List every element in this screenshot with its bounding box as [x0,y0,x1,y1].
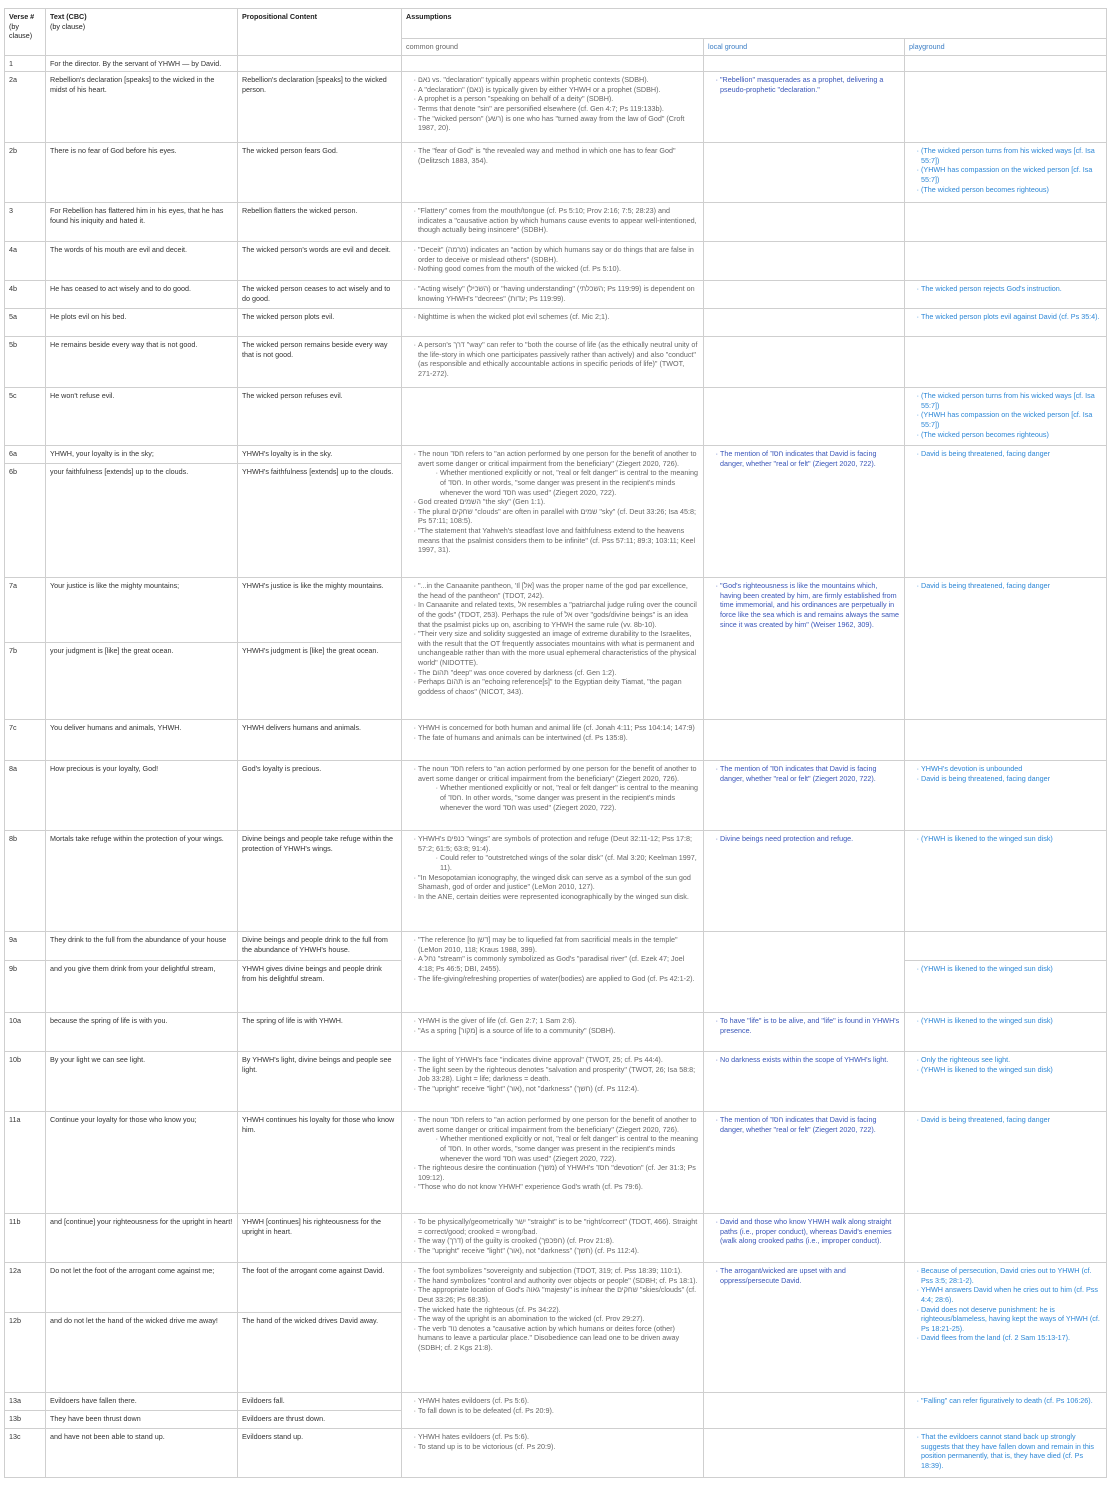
table-row [5,143,1107,203]
list-item: · "Flattery" comes from the mouth/tongue (cf. Ps 5:10; Prov 2:16; 7:5; 28:23) and indicates a "causative action by which humans cause events to appear well-intentioned, though actually being insincere" (SDBH). [418,206,699,235]
list-item: · (YHWH is likened to the winged sun disk) [921,1065,1102,1075]
list-item: · (The wicked person becomes righteous) [921,185,1102,195]
list-item: · The noun חסד refers to "an action performed by one person for the benefit of another to avert some danger or critical impairment from the beneficiary" (Ziegert 2020, 726). [418,449,699,468]
verse-number: 8b [5,831,46,932]
local-ground-cell [704,1393,905,1429]
propositional-content: The wicked person fears God. [238,143,402,203]
table-row [5,1393,1107,1411]
propositional-content: Evildoers fall. [238,1393,402,1411]
common-ground-cell [402,1393,704,1429]
local-ground-cell [704,720,905,761]
verse-text: and [continue] your righteousness for the upright in heart! [46,1214,238,1263]
propositional-content: YHWH [continues] his righteousness for the upright in heart. [238,1214,402,1263]
table-row [5,281,1107,309]
common-ground-cell [402,309,704,337]
list-item: · The appropriate location of God's גאוה "majesty" is in/near the שחקים "skies/clouds" (cf. Deut 33:26; Ps 68:35). [418,1285,699,1304]
verse-number: 3 [5,203,46,242]
playground-cell [905,281,1107,309]
propositional-content: The spring of life is with YHWH. [238,1013,402,1052]
verse-number: 4b [5,281,46,309]
list-item: · The wicked person plots evil against David (cf. Ps 35:4). [921,312,1102,322]
propositional-content: God's loyalty is precious. [238,761,402,831]
verse-text: They drink to the full from the abundance of your house [46,932,238,961]
verse-number: 5a [5,309,46,337]
playground-cell [905,242,1107,281]
local-ground-cell [704,309,905,337]
list-item: · YHWH answers David when he cries out to him (cf. Pss 4:4; 28:6). [921,1285,1102,1304]
propositional-content: The wicked person ceases to act wisely and to do good. [238,281,402,309]
list-item: · The mention of חסד indicates that David is facing danger, whether "real or felt" (Ziegert 2020, 722). [720,449,900,468]
list-item: · David is being threatened, facing danger [921,449,1102,459]
list-item: · (The wicked person turns from his wicked ways [cf. Isa 55:7]) [921,391,1102,410]
list-item: · Nothing good comes from the mouth of the wicked (cf. Ps 5:10). [418,264,699,274]
list-item: · "Those who do not know YHWH" experience God's wrath (cf. Ps 79:6). [418,1182,699,1192]
propositional-content: The foot of the arrogant come against David. [238,1263,402,1313]
common-ground-cell [402,1013,704,1052]
list-item: · David is being threatened, facing danger [921,1115,1102,1125]
playground-cell [905,143,1107,203]
table-row [5,55,1107,72]
local-ground-cell [704,337,905,388]
verse-number: 7a [5,578,46,643]
header-propositional: Propositional Content [238,9,402,56]
list-item: · Whether mentioned explicitly or not, "real or felt danger" is central to the meaning of חסד. In other words, "some danger was present in the recipient's minds whenever the word חסד was used" (Ziegert 2020, 722). [440,783,699,812]
verse-text: He plots evil on his bed. [46,309,238,337]
verse-text: your judgment is [like] the great ocean. [46,643,238,720]
verse-text: He remains beside every way that is not good. [46,337,238,388]
list-item: · "Rebellion" masquerades as a prophet, delivering a pseudo-prophetic "declaration." [720,75,900,94]
list-item: · The arrogant/wicked are upset with and oppress/persecute David. [720,1266,900,1285]
table-row [5,1013,1107,1052]
list-item: · The "upright" receive "light" (אור), not "darkness" (חשך) (cf. Ps 112:4). [418,1246,699,1256]
local-ground-cell [704,1112,905,1214]
playground-cell [905,1214,1107,1263]
list-item: · Perhaps תהום is an "echoing reference[s]" to the Egyptian deity Tiamat, "the pagan goddess of chaos" (NICOT, 343). [418,677,699,696]
verse-text: He has ceased to act wisely and to do good. [46,281,238,309]
local-ground-cell [704,578,905,720]
list-item: · "The statement that Yahweh's steadfast love and faithfulness extend to the heavens means that the psalmist considers them to be infinite" (cf. Pss 57:11; 89:3; 103:11; Keel 1997, 31). [418,526,699,555]
list-item: · "God's righteousness is like the mountains which, having been created by him, are firmly established from time immemorial, and his ordinances are perpetually in force like the sea which is and remains always the same since it was created by him" (Weiser 1962, 309). [720,581,900,629]
list-item: · A prophet is a person "speaking on behalf of a deity" (SDBH). [418,94,699,104]
local-ground-cell [704,1214,905,1263]
common-ground-cell [402,578,704,720]
list-item: · The mention of חסד indicates that David is facing danger, whether "real or felt" (Ziegert 2020, 722). [720,1115,900,1134]
list-item: · David and those who know YHWH walk along straight paths (i.e., proper conduct), whereas David's enemies (walk along crooked paths (i.e., improper conduct). [720,1217,900,1246]
verse-text: Mortals take refuge within the protection of your wings. [46,831,238,932]
playground-cell [905,337,1107,388]
table-row [5,1263,1107,1313]
playground-cell [905,578,1107,720]
list-item: · Divine beings need protection and refuge. [720,834,900,844]
list-item: · In the ANE, certain deities were represented iconographically by the winged sun disk. [418,892,699,902]
verse-text: Your justice is like the mighty mountains; [46,578,238,643]
verse-number: 7c [5,720,46,761]
table-row [5,578,1107,643]
playground-cell [905,932,1107,961]
propositional-content: The wicked person's words are evil and deceit. [238,242,402,281]
list-item: · The way (דרך) of the guilty is crooked (חפכפך) (cf. Prov 21:8). [418,1236,699,1246]
list-item: · Because of persecution, David cries out to YHWH (cf. Pss 3:5; 28:1-2). [921,1266,1102,1285]
verse-text: By your light we can see light. [46,1052,238,1112]
list-item: · The "fear of God" is "the revealed way and method in which one has to fear God" (Delitzsch 1883, 354). [418,146,699,165]
list-item: · Nighttime is when the wicked plot evil schemes (cf. Mic 2;1). [418,312,699,322]
propositional-content: YHWH gives divine beings and people drink from his delightful stream. [238,961,402,1013]
verse-text: because the spring of life is with you. [46,1013,238,1052]
playground-cell [905,309,1107,337]
playground-cell [905,446,1107,578]
local-ground-cell [704,55,905,72]
verse-number: 13a [5,1393,46,1411]
list-item: · To stand up is to be victorious (cf. Ps 20:9). [418,1442,699,1452]
propositional-content: YHWH's loyalty is in the sky. [238,446,402,464]
local-ground-cell [704,242,905,281]
list-item: · David flees from the land (cf. 2 Sam 15:13-17). [921,1333,1102,1343]
verse-number: 6a [5,446,46,464]
table-row [5,831,1107,932]
header-playground: playground [905,39,1107,56]
list-item: · (YHWH is likened to the winged sun disk) [921,834,1102,844]
verse-text: Continue your loyalty for those who know you; [46,1112,238,1214]
list-item: · "Falling" can refer figuratively to death (cf. Ps 106:26). [921,1396,1102,1406]
list-item: · "As a spring [מקור] is a source of life to a community" (SDBH). [418,1026,699,1036]
playground-cell [905,720,1107,761]
list-item: · The way of the upright is an abomination to the wicked (cf. Prov 29:27). [418,1314,699,1324]
propositional-content [238,55,402,72]
local-ground-cell [704,281,905,309]
verse-number: 11b [5,1214,46,1263]
list-item: · To be physically/geometrically ישר "straight" is to be "right/correct" (TDOT, 466). Straight = correct/good; crooked = wrong/bad. [418,1217,699,1236]
verse-text: and you give them drink from your delightful stream, [46,961,238,1013]
table-row [5,1112,1107,1214]
common-ground-cell [402,242,704,281]
playground-cell [905,72,1107,143]
list-item: · "...in the Canaanite pantheon, 'Il [אל] was the proper name of the god par excellence, the head of the pantheon" (TDOT, 242). [418,581,699,600]
propositional-content: YHWH's faithfulness [extends] up to the clouds. [238,464,402,578]
list-item: · The verb נוד denotes a "causative action by which humans or deites force (other) humans to leave a particular place." Disobedience can lead one to be driven away (SDBH; cf. 2 Kgs 21:8). [418,1324,699,1353]
verse-text: There is no fear of God before his eyes. [46,143,238,203]
table-row [5,388,1107,446]
local-ground-cell [704,143,905,203]
local-ground-cell [704,1052,905,1112]
header-local-ground: local ground [704,39,905,56]
list-item: · The noun חסד refers to "an action performed by one person for the benefit of another to avert some danger or critical impairment from the beneficiary" (Ziegert 2020, 726). [418,764,699,783]
list-item: · The "upright" receive "light" (אור), not "darkness" (חשך) (cf. Ps 112:4). [418,1084,699,1094]
playground-cell [905,1393,1107,1429]
verse-number: 11a [5,1112,46,1214]
verse-number: 9a [5,932,46,961]
verse-number: 9b [5,961,46,1013]
list-item: · David does not deserve punishment: he is righteous/blameless, having kept the ways of YHWH (cf. Ps 18:21-25). [921,1305,1102,1334]
list-item: · David is being threatened, facing danger [921,774,1102,784]
common-ground-cell [402,203,704,242]
common-ground-cell [402,720,704,761]
header-row [5,9,1107,39]
list-item: · In Canaanite and related texts, אל resembles a "patriarchal judge ruling over the council of the gods" (TDOT, 253). Perhaps the rule of אל over "gods/divine beings" is an idea that the psalmist picks up on, ascribing to YHWH the same rule (vv. 8b-10). [418,600,699,629]
propositional-content: Rebellion's declaration [speaks] to the wicked person. [238,72,402,143]
list-item: · YHWH hates evildoers (cf. Ps 5:6). [418,1432,699,1442]
verse-number: 2a [5,72,46,143]
list-item: · Whether mentioned explicitly or not, "real or felt danger" is central to the meaning of חסד. In other words, "some danger was present in the recipient's minds whenever the word חסד was used" (Ziegert 2020, 722). [440,1134,699,1163]
common-ground-cell [402,1214,704,1263]
header-common-ground: common ground [402,39,704,56]
local-ground-cell [704,1263,905,1393]
propositional-content: The hand of the wicked drives David away. [238,1313,402,1393]
list-item: · YHWH hates evildoers (cf. Ps 5:6). [418,1396,699,1406]
list-item: · The righteous desire the continuation (משך) of YHWH's חסד "devotion" (cf. Jer 31:3; Ps 109:12). [418,1163,699,1182]
local-ground-cell [704,1013,905,1052]
common-ground-cell [402,388,704,446]
list-item: · (YHWH is likened to the winged sun disk) [921,1016,1102,1026]
list-item: · YHWH's devotion is unbounded [921,764,1102,774]
verse-number: 4a [5,242,46,281]
verse-number: 10b [5,1052,46,1112]
list-item: · That the evildoers cannot stand back up strongly suggests that they have fallen down and remain in this position permanently, that is, they have died (cf. Ps 18:39). [921,1432,1102,1470]
header-assumptions: Assumptions [402,9,1107,39]
list-item: · The hand symbolizes "control and authority over objects or people" (SDBH; cf. Ps 18:1). [418,1276,699,1286]
list-item: · (The wicked person becomes righteous) [921,430,1102,440]
list-item: · (YHWH has compassion on the wicked person [cf. Isa 55:7]) [921,165,1102,184]
list-item: · (YHWH is likened to the winged sun disk) [921,964,1102,974]
list-item: · The mention of חסד indicates that David is facing danger, whether "real or felt" (Ziegert 2020, 722). [720,764,900,783]
propositional-content: Evildoers stand up. [238,1429,402,1478]
list-item: · The noun חסד refers to "an action performed by one person for the benefit of another to avert some danger or critical impairment from the beneficiary" (Ziegert 2020, 726). [418,1115,699,1134]
common-ground-cell [402,1112,704,1214]
list-item: · (The wicked person turns from his wicked ways [cf. Isa 55:7]) [921,146,1102,165]
list-item: · The wicked hate the righteous (cf. Ps 34:22). [418,1305,699,1315]
list-item: · The fate of humans and animals can be intertwined (cf. Ps 135:8). [418,733,699,743]
verse-text: For Rebellion has flattered him in his eyes, that he has found his iniquity and hated it. [46,203,238,242]
propositional-content: Evildoers are thrust down. [238,1411,402,1429]
local-ground-cell [704,932,905,1013]
list-item: · A "declaration" (נאם) is typically given by either YHWH or a prophet (SDBH). [418,85,699,95]
list-item: · The wicked person rejects God's instruction. [921,284,1102,294]
table-row [5,309,1107,337]
verse-number: 8a [5,761,46,831]
verse-text: and have not been able to stand up. [46,1429,238,1478]
verse-text: Evildoers have fallen there. [46,1393,238,1411]
propositional-content: Divine beings and people take refuge within the protection of YHWH's wings. [238,831,402,932]
list-item: · נאם vs. "declaration" typically appears within prophetic contexts (SDBH). [418,75,699,85]
verse-text: They have been thrust down [46,1411,238,1429]
verse-number: 1 [5,55,46,72]
playground-cell [905,388,1107,446]
propositional-content: YHWH delivers humans and animals. [238,720,402,761]
verse-number: 13c [5,1429,46,1478]
common-ground-cell [402,1052,704,1112]
header-verse: Verse # (by clause) [5,9,46,56]
verse-text: YHWH, your loyalty is in the sky; [46,446,238,464]
list-item: · A person's דרך "way" can refer to "both the course of life (as the ethically neutral unity of the life-story in which one participates passively rather than actively) and also "conduct" (as responsible and ethically accountable actions in specific periods of life)" (TWOT, 271-272). [418,340,699,378]
list-item: · The "wicked person" (רשע) is one who has "turned away from the law of God" (Croft 1987, 20). [418,114,699,133]
common-ground-cell [402,337,704,388]
list-item: · The foot symbolizes "sovereignty and subjection (TDOT, 319; cf. Pss 18:39; 110:1). [418,1266,699,1276]
verse-number: 7b [5,643,46,720]
propositional-content: The wicked person remains beside every way that is not good. [238,337,402,388]
list-item: · Could refer to "outstretched wings of the solar disk" (cf. Mal 3:20; Keelman 1997, 11). [440,853,699,872]
list-item: · The light of YHWH's face "indicates divine approval" (TWOT, 25; cf. Ps 44:4). [418,1055,699,1065]
playground-cell [905,961,1107,1013]
verse-text: You deliver humans and animals, YHWH. [46,720,238,761]
table-row [5,72,1107,143]
list-item: · YHWH is concerned for both human and animal life (cf. Jonah 4:11; Pss 104:14; 147:9) [418,723,699,733]
propositional-content: YHWH's justice is like the mighty mountains. [238,578,402,643]
list-item: · Only the righteous see light. [921,1055,1102,1065]
common-ground-cell [402,72,704,143]
verse-text: He won't refuse evil. [46,388,238,446]
local-ground-cell [704,1429,905,1478]
verse-number: 12b [5,1313,46,1393]
playground-cell [905,1052,1107,1112]
verse-text: How precious is your loyalty, God! [46,761,238,831]
propositional-content: Rebellion flatters the wicked person. [238,203,402,242]
table-row [5,446,1107,464]
playground-cell [905,1013,1107,1052]
verse-number: 10a [5,1013,46,1052]
playground-cell [905,831,1107,932]
list-item: · The תהום "deep" was once covered by darkness (cf. Gen 1:2). [418,668,699,678]
table-row [5,1429,1107,1478]
verse-number: 5b [5,337,46,388]
playground-cell [905,1263,1107,1393]
verse-number: 12a [5,1263,46,1313]
verse-text: your faithfulness [extends] up to the clouds. [46,464,238,578]
common-ground-cell [402,1429,704,1478]
common-ground-cell [402,831,704,932]
propositional-content: The wicked person plots evil. [238,309,402,337]
local-ground-cell [704,72,905,143]
propositional-content: YHWH's judgment is [like] the great ocean. [238,643,402,720]
list-item: · (YHWH has compassion on the wicked person [cf. Isa 55:7]) [921,410,1102,429]
playground-cell [905,1429,1107,1478]
table-row [5,720,1107,761]
propositional-content: Divine beings and people drink to the full from the abundance of YHWH's house. [238,932,402,961]
list-item: · "In Mesopotamian iconography, the winged disk can serve as a symbol of the sun god Shamash, god of order and justice" (LeMon 2010, 127). [418,873,699,892]
playground-cell [905,203,1107,242]
propositional-content: YHWH continues his loyalty for those who know him. [238,1112,402,1214]
verse-text: The words of his mouth are evil and deceit. [46,242,238,281]
common-ground-cell [402,1263,704,1393]
list-item: · God created השמים "the sky" (Gen 1:1). [418,497,699,507]
list-item: · The life-giving/refreshing properties of water(bodies) are applied to God (cf. Ps 42:1-2). [418,974,699,984]
local-ground-cell [704,831,905,932]
local-ground-cell [704,203,905,242]
common-ground-cell [402,446,704,578]
table-row [5,932,1107,961]
list-item: · "Deceit" (מרמה) indicates an "action by which humans say or do things that are false in order to deceive or mislead others" (SDBH). [418,245,699,264]
propositional-content: The wicked person refuses evil. [238,388,402,446]
list-item: · To fall down is to be defeated (cf. Ps 20:9). [418,1406,699,1416]
propositional-content: By YHWH's light, divine beings and people see light. [238,1052,402,1112]
assumptions-table [4,8,1107,1478]
list-item: · Whether mentioned explicitly or not, "real or felt danger" is central to the meaning of חסד. In other words, "some danger was present in the recipient's minds whenever the word חסד was used" (Ziegert 2020, 722). [440,468,699,497]
table-row [5,337,1107,388]
verse-number: 2b [5,143,46,203]
common-ground-cell [402,143,704,203]
verse-number: 5c [5,388,46,446]
verse-text: Rebellion's declaration [speaks] to the wicked in the midst of his heart. [46,72,238,143]
list-item: · David is being threatened, facing danger [921,581,1102,591]
common-ground-cell [402,932,704,1013]
local-ground-cell [704,388,905,446]
verse-text: Do not let the foot of the arrogant come against me; [46,1263,238,1313]
playground-cell [905,55,1107,72]
header-text: Text (CBC) (by clause) [46,9,238,56]
list-item: · "Acting wisely" (השכיל) or "having understanding" (השכלתי; Ps 119:99) is dependent on knowing YHWH's "decrees" (עדות; Ps 119:99). [418,284,699,303]
verse-number: 13b [5,1411,46,1429]
common-ground-cell [402,761,704,831]
table-row [5,1052,1107,1112]
list-item: · The light seen by the righteous denotes "salvation and prosperity" (TWOT, 26; Isa 58:8; Job 33:28). Light = life; darkness = death. [418,1065,699,1084]
table-row [5,761,1107,831]
verse-number: 6b [5,464,46,578]
table-row [5,242,1107,281]
playground-cell [905,761,1107,831]
list-item: · To have "life" is to be alive, and "life" is found in YHWH's presence. [720,1016,900,1035]
list-item: · YHWH's כנפים "wings" are symbols of protection and refuge (Deut 32:11-12; Pss 17:8; 57:2; 61:5; 63:8; 91:4). [418,834,699,853]
table-row [5,1214,1107,1263]
list-item: · YHWH is the giver of life (cf. Gen 2:7; 1 Sam 2:6). [418,1016,699,1026]
list-item: · The plural שחקים "clouds" are often in parallel with שמים "sky" (cf. Deut 33:26; Isa 45:8; Ps 57:11; 108:5). [418,507,699,526]
table-row [5,203,1107,242]
playground-cell [905,1112,1107,1214]
common-ground-cell [402,55,704,72]
list-item: · "Their very size and solidity suggested an image of extreme durability to the Israelites, with the result that the OT frequently associates mountains with what is permanent and unchangeable rather than with the more usual ephemeral characteristics of the physical world" (NIDOTTE). [418,629,699,667]
local-ground-cell [704,761,905,831]
verse-text: and do not let the hand of the wicked drive me away! [46,1313,238,1393]
list-item: · "The reference [to דשן] may be to liquefied fat from sacrificial meals in the temple" (LeMon 2010, 118; Kraus 1988, 399). [418,935,699,954]
list-item: · Terms that denote "sin" are personified elsewhere (cf. Gen 4:7; Ps 119:133b). [418,104,699,114]
local-ground-cell [704,446,905,578]
list-item: · A נחל "stream" is commonly symbolized as God's "paradisal river" (cf. Ezek 47; Joel 4:18; Ps 46:5; DBI, 2455). [418,954,699,973]
common-ground-cell [402,281,704,309]
verse-text: For the director. By the servant of YHWH — by David. [46,55,238,72]
list-item: · No darkness exists within the scope of YHWH's light. [720,1055,900,1065]
